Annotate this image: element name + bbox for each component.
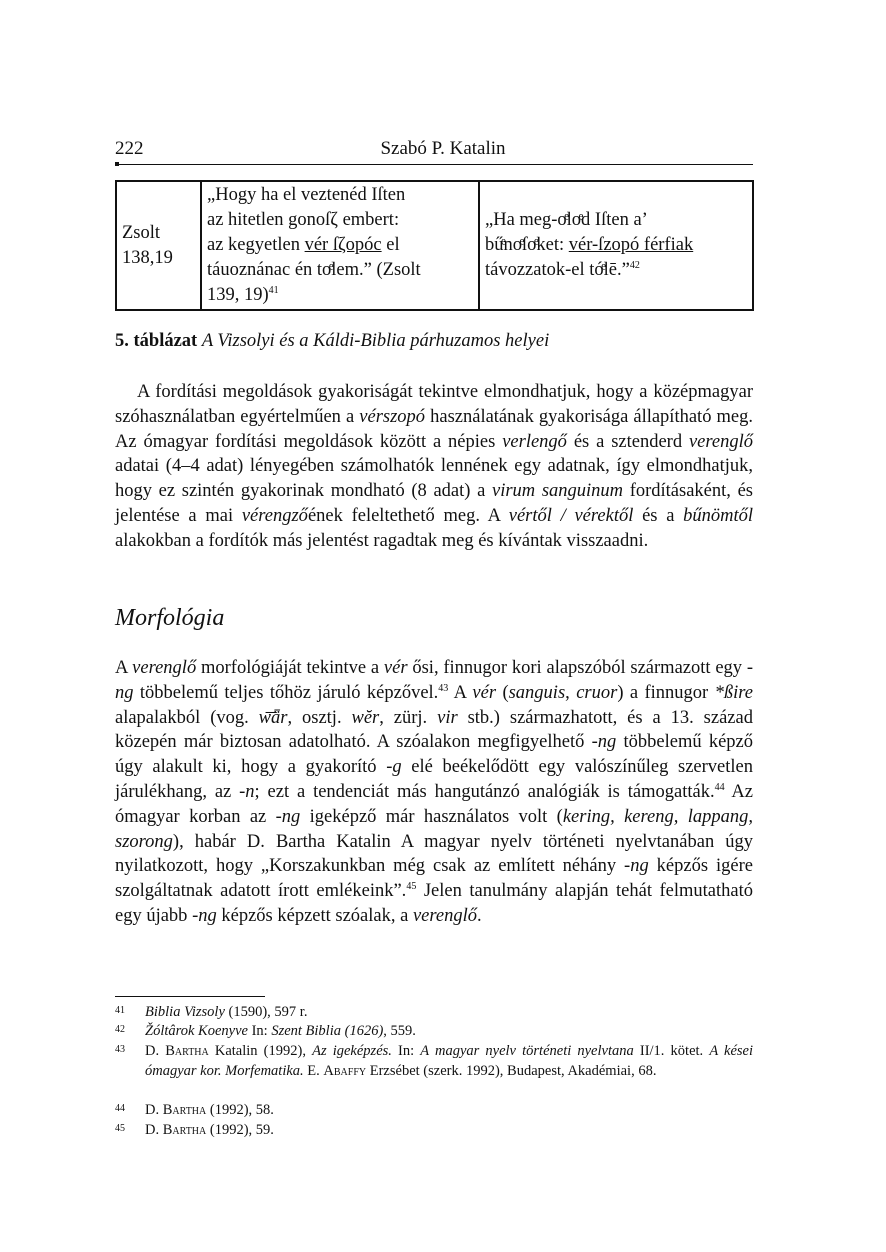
kaldi-underlined-term: vér-ſzopó férfiak <box>568 235 694 255</box>
table-caption <box>115 331 549 352</box>
parallel-text-table <box>115 180 754 311</box>
footnote-separator <box>115 996 265 997</box>
footnote-ref-44: 44 <box>714 781 725 793</box>
vizsoly-line-3-pre: az kegyetlen <box>207 235 305 255</box>
vizsoly-underlined-term: vér ſζopóc <box>304 235 382 255</box>
kaldi-line-2-pre: bűͤnoͤſoͤket: <box>485 235 569 255</box>
page-number: 222 <box>115 138 144 159</box>
table-cell-kaldi <box>479 181 753 310</box>
footnote-number: 41 <box>115 1005 125 1016</box>
table-cell-reference <box>116 181 201 310</box>
table-caption-label: 5. táblázat <box>115 331 198 351</box>
vizsoly-line-1: „Hogy ha el veztenéd Iſten <box>207 185 406 205</box>
footnote-ref-43: 43 <box>438 682 449 694</box>
table-cell-vizsoly <box>201 181 479 310</box>
reference-verse: 138,19 <box>122 247 173 268</box>
body-paragraph-2: A verenglő morfológiáját tekintve a vér ősi, finnugor kori alapszóból származott egy -ng többelemű teljes tőhöz járuló képzővel.$^{43}$ A vér (sanguis, cruor) a finnugor *ßire alapalakból (vog. w͞ǟr, osztj. wĕr, zürj. vir stb.) származhatott, és a 13. század közepén már biztosan adatolható. A szóalakon megfigyelhető -ng többelemű képző úgy alakult ki, hogy a gyakorító -g elé beékelődött egy valószínűleg szervetlen járulékhang, az -n; ezt a tendenciát más hangutánzó analógiák is támogatták.$^{44}$ Az ómagyar korban az -ng igeképző már használatos volt (kering, kereng, lappang, szorong), habár D. Bartha Katalin A magyar nyelv történeti nyelvtanában úgy nyilatkozott, hogy „Korszakunkban még csak az említett néhány -ng képzős igére szolgáltatnak adatott írott emlékeink”.$^{45}$ Jelen tanulmány alapján tehát felmutatható egy újabb -ng képzős képzett szóalak, a verenglő. <box>115 658 754 926</box>
footnote-number: 45 <box>115 1123 125 1134</box>
body-paragraph-1: A fordítási megoldások gyakoriságát tekintve elmondhatjuk, hogy a középmagyar szóhasználatban egyértelműen a vérszopó használatának gyakorisága állapítható meg. Az ómagyar fordítási megoldások között a népies verlengő és a sztenderd verenglő adatai (4–4 adat) lényegében számolhatók lennének egy adatnak, így elmondhatjuk, hogy ez szintén gyakorinak mondható (8 adat) a virum sanguinum fordításaként, és jelentése a mai vérengzőének feleltethető meg. A vértől / vérektől és a bűnömtől alakokban a fordítók más jelentést ragadtak meg és kívántak visszaadni. <box>115 382 754 551</box>
footnote-ref-41: 41 <box>268 284 279 296</box>
footnote-44: 44 D. Bartha (1992), 58. <box>115 1101 753 1121</box>
kaldi-line-3: távozzatok-el tóͤlē.” <box>485 260 630 280</box>
header-rule-dot <box>115 162 119 166</box>
footnote-43: 43 D. Bartha Katalin (1992), Az igeképzés. In: A magyar nyelv történeti nyelvtana II/1. kötet. A kései ómagyar kor. Morfematika. E. Abaffy Erzsébet (szerk. 1992), Budapest, Akadémiai, 68. <box>115 1042 753 1081</box>
header-rule <box>115 164 753 165</box>
vizsoly-line-5: 139, 19) <box>207 285 269 305</box>
vizsoly-line-3-post: el <box>381 235 400 255</box>
section-heading: Morfológia <box>115 605 225 631</box>
running-header-author: Szabó P. Katalin <box>380 138 506 159</box>
footnote-41: 41 Biblia Vizsoly (1590), 597 r. <box>115 1003 753 1023</box>
table-row <box>116 181 753 310</box>
footnote-number: 44 <box>115 1103 125 1114</box>
kaldi-line-1: „Ha meg-oͤloͤd Iſten a’ <box>485 210 648 230</box>
footnote-42: 42 Žóltârok Koenyve In: Szent Biblia (1626), 559. <box>115 1022 753 1042</box>
footnote-number: 42 <box>115 1024 125 1035</box>
footnote-ref-42: 42 <box>629 259 640 271</box>
footnote-ref-45: 45 <box>406 881 417 893</box>
reference-book: Zsolt <box>122 222 161 243</box>
footnote-number: 43 <box>115 1044 125 1055</box>
footnote-45: 45 D. Bartha (1992), 59. <box>115 1121 753 1141</box>
table-caption-title: A Vizsolyi és a Káldi-Biblia párhuzamos helyei <box>201 331 550 351</box>
vizsoly-line-2: az hitetlen gonoſζ embert: <box>207 210 400 230</box>
vizsoly-line-4: táuoznánac én toͤlem.” (Zsolt <box>207 260 421 280</box>
